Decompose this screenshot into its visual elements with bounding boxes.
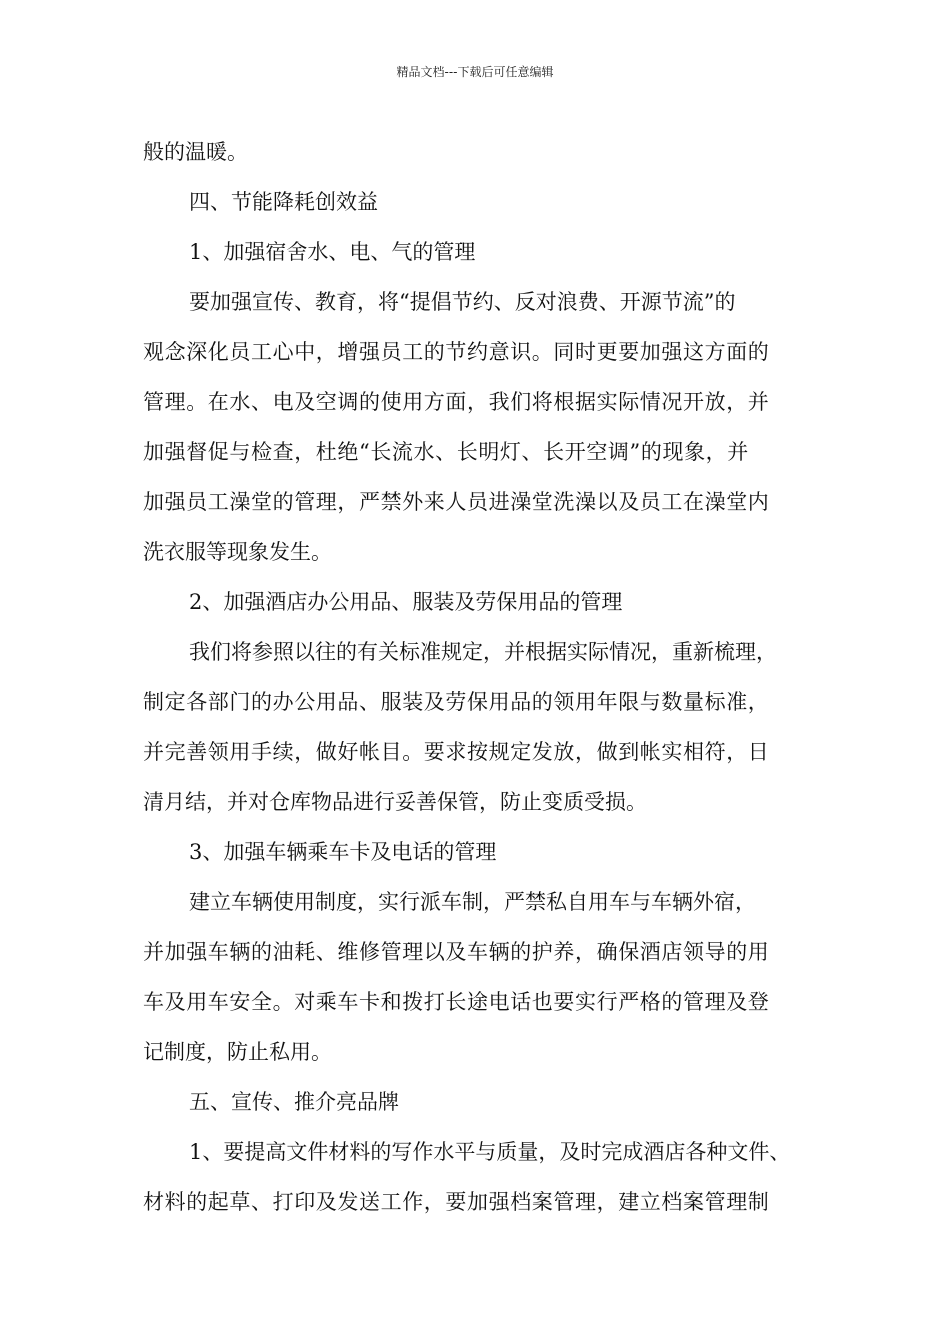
section-heading: 四、节能降耗创效益 xyxy=(189,190,378,214)
paragraph-line: 般的温暖。 xyxy=(143,140,248,164)
subsection-heading: 3、加强车辆乘车卡及电话的管理 xyxy=(189,840,497,864)
paragraph-line: 我们将参照以往的有关标准规定，并根据实际情况，重新梳理， xyxy=(189,640,777,664)
paragraph-line: 材料的起草、打印及发送工作，要加强档案管理，建立档案管理制 xyxy=(143,1190,770,1214)
paragraph-line: 洗衣服等现象发生。 xyxy=(143,540,332,564)
paragraph-line: 并完善领用手续，做好帐目。要求按规定发放，做到帐实相符，日 xyxy=(143,740,770,764)
paragraph-line: 要加强宣传、教育，将“提倡节约、反对浪费、开源节流”的 xyxy=(189,290,736,314)
section-heading: 五、宣传、推介亮品牌 xyxy=(189,1090,399,1114)
paragraph-line: 车及用车安全。对乘车卡和拨打长途电话也要实行严格的管理及登 xyxy=(143,990,770,1014)
paragraph-line: 加强督促与检查，杜绝“长流水、长明灯、长开空调”的现象，并 xyxy=(143,440,749,464)
paragraph-line: 制定各部门的办公用品、服装及劳保用品的领用年限与数量标准， xyxy=(143,690,770,714)
paragraph-line: 观念深化员工心中，增强员工的节约意识。同时更要加强这方面的 xyxy=(143,340,770,364)
subsection-heading: 2、加强酒店办公用品、服装及劳保用品的管理 xyxy=(189,590,623,614)
paragraph-line: 记制度，防止私用。 xyxy=(143,1040,332,1064)
paragraph-line: 并加强车辆的油耗、维修管理以及车辆的护养，确保酒店领导的用 xyxy=(143,940,770,964)
paragraph-line: 1、要提高文件材料的写作水平与质量，及时完成酒店各种文件、 xyxy=(189,1140,791,1164)
paragraph-line: 管理。在水、电及空调的使用方面，我们将根据实际情况开放，并 xyxy=(143,390,770,414)
subsection-heading: 1、加强宿舍水、电、气的管理 xyxy=(189,240,476,264)
page-header: 精品文档---下载后可任意编辑 xyxy=(396,65,554,79)
paragraph-line: 清月结，并对仓库物品进行妥善保管，防止变质受损。 xyxy=(143,790,647,814)
document-body xyxy=(143,127,823,1227)
paragraph-line: 加强员工澡堂的管理，严禁外来人员进澡堂洗澡以及员工在澡堂内 xyxy=(143,490,770,514)
paragraph-line: 建立车辆使用制度，实行派车制，严禁私自用车与车辆外宿， xyxy=(189,890,756,914)
